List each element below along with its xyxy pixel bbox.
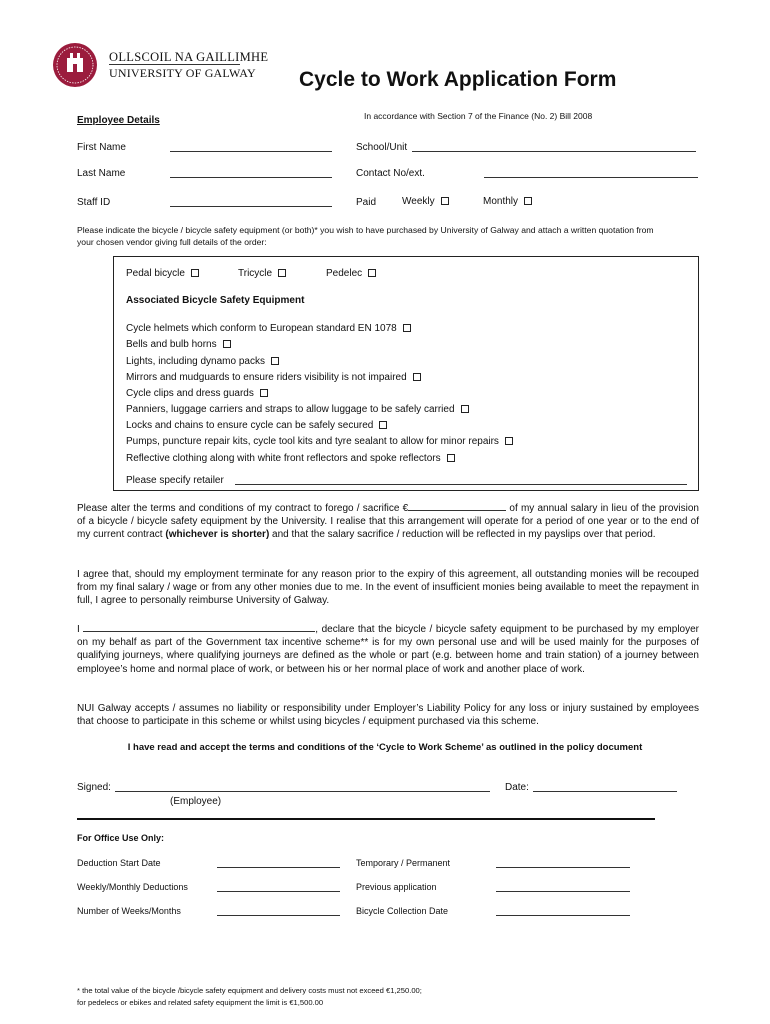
university-name-irish: OLLSCOIL NA GAILLIMHE	[109, 50, 269, 64]
office-right-label: Bicycle Collection Date	[356, 906, 449, 916]
instruction-text: Please indicate the bicycle / bicycle safety equipment (or both)* you wish to have purchased by University of Galway and attach a written quotation from your chosen vendor giving full details of the order:	[77, 225, 654, 247]
sacrifice-amount-field[interactable]	[408, 501, 506, 511]
office-right-label: Temporary / Permanent	[356, 858, 451, 868]
office-right-label: Previous application	[356, 882, 437, 892]
acceptance-statement: I have read and accept the terms and conditions of the ‘Cycle to Work Scheme’ as outlined in the policy document	[127, 742, 643, 753]
equipment-checkbox[interactable]	[379, 421, 387, 429]
footnote-limit: * the total value of the bicycle /bicycle safety equipment and delivery costs must not exceed €1,250.00;	[77, 986, 422, 995]
liability-paragraph: NUI Galway accepts / assumes no liability or responsibility under Employer’s Liability Policy for any loss or injury sustained by employees that choose to participate in this scheme or whilst using bicycles / equipment purchased via this scheme.	[77, 703, 699, 728]
school-unit-field[interactable]	[412, 151, 696, 152]
last-name-label: Last Name	[77, 168, 126, 179]
p1-bold: (whichever is shorter)	[165, 529, 270, 541]
declaration-paragraph	[77, 622, 699, 676]
equipment-item-label: Mirrors and mudguards to ensure riders visibility is not impaired	[126, 372, 407, 383]
equipment-item[interactable]	[126, 372, 421, 383]
form-title: Cycle to Work Application Form	[299, 68, 617, 91]
school-unit-label: School/Unit	[356, 142, 408, 153]
equipment-item[interactable]	[126, 339, 231, 350]
equipment-item[interactable]	[126, 388, 268, 399]
equipment-item-label: Cycle helmets which conform to European standard EN 1078	[126, 323, 397, 334]
previous-application-field[interactable]	[496, 891, 630, 892]
retailer-field[interactable]	[235, 484, 687, 485]
equipment-item-label: Locks and chains to ensure cycle can be safely secured	[126, 420, 374, 431]
equipment-checkbox[interactable]	[223, 340, 231, 348]
equipment-checkbox[interactable]	[403, 324, 411, 332]
last-name-field[interactable]	[170, 177, 332, 178]
salary-sacrifice-paragraph	[77, 501, 699, 542]
deductions-field[interactable]	[217, 891, 340, 892]
deduction-start-field[interactable]	[217, 867, 340, 868]
pedelec-checkbox[interactable]	[368, 269, 376, 277]
office-left-label: Number of Weeks/Months	[77, 906, 181, 916]
office-left-label: Deduction Start Date	[77, 858, 161, 868]
equipment-checkbox[interactable]	[505, 437, 513, 445]
equipment-checkbox[interactable]	[271, 357, 279, 365]
bike-type-label: Pedal bicycle	[126, 268, 185, 279]
p1-start: Please alter the terms and conditions of my contract to forego / sacrifice €	[77, 503, 409, 514]
monthly-checkbox[interactable]	[524, 197, 532, 205]
footnote-pedelec-limit: for pedelecs or ebikes and related safety equipment the limit is €1,500.00	[77, 998, 324, 1007]
bike-type-tricycle[interactable]	[238, 268, 286, 279]
collection-date-field[interactable]	[496, 915, 630, 916]
university-logo	[48, 42, 102, 88]
equipment-checkbox[interactable]	[461, 405, 469, 413]
equipment-checkbox[interactable]	[447, 454, 455, 462]
p1-end: and that the salary sacrifice / reduction will be reflected in my payslips over that period.	[269, 529, 656, 541]
crest-icon	[48, 42, 102, 88]
first-name-field[interactable]	[170, 151, 332, 152]
equipment-item[interactable]	[126, 404, 469, 415]
equipment-item[interactable]	[126, 436, 513, 447]
equipment-item-label: Reflective clothing along with white front reflectors and spoke reflectors	[126, 453, 441, 464]
equipment-item-label: Lights, including dynamo packs	[126, 356, 265, 367]
paid-label: Paid	[356, 197, 377, 208]
equipment-title: Associated Bicycle Safety Equipment	[126, 295, 305, 306]
contact-label: Contact No/ext.	[356, 168, 425, 179]
university-name-english: UNIVERSITY OF GALWAY	[109, 66, 256, 80]
equipment-item[interactable]	[126, 453, 455, 464]
p3-rest: , declare that the bicycle / bicycle safety equipment to be purchased by my employer on my behalf as part of the Government tax incentive scheme** is for my own personal use and will be used mainly for the purposes of qualifying journeys, where qualifying journeys are defined as the whole or part (e.g. between home and train station) of a journey between employee’s home and normal place of work, or between his or her normal place of work and another place of work.	[77, 624, 700, 675]
retailer-label: Please specify retailer	[126, 475, 224, 486]
bike-type-pedelec[interactable]	[326, 268, 376, 279]
employee-details-title: Employee Details	[77, 115, 160, 126]
monthly-label: Monthly	[483, 196, 519, 207]
date-label: Date:	[505, 782, 529, 793]
tricycle-checkbox[interactable]	[278, 269, 286, 277]
p1-middle: of my annual salary in lieu of the provision of a bicycle / bicycle safety equipment by the University. I realise that this arrangement will operate for a period of one year or to the end of my current contract	[77, 503, 699, 541]
p3-start: I	[77, 624, 84, 635]
weekly-option[interactable]	[402, 196, 449, 207]
signature-date-field[interactable]	[533, 791, 677, 792]
equipment-checkbox[interactable]	[260, 389, 268, 397]
weekly-label: Weekly	[402, 196, 435, 207]
equipment-item[interactable]	[126, 420, 387, 431]
pedal-bicycle-checkbox[interactable]	[191, 269, 199, 277]
termination-paragraph: I agree that, should my employment terminate for any reason prior to the expiry of this agreement, all outstanding monies will be recouped from my final salary / wage or from any other monies due to me. In the event of insufficient monies being available to meet the repayment in full, I agree to personally reimburse University of Galway.	[77, 569, 699, 607]
contact-field[interactable]	[484, 177, 698, 178]
bike-type-pedal[interactable]	[126, 268, 199, 279]
equipment-checkbox[interactable]	[413, 373, 421, 381]
signed-label: Signed:	[77, 782, 111, 793]
section-divider	[77, 818, 655, 820]
employee-caption: (Employee)	[170, 796, 222, 807]
equipment-item-label: Panniers, luggage carriers and straps to allow luggage to be safely carried	[126, 404, 455, 415]
temporary-permanent-field[interactable]	[496, 867, 630, 868]
first-name-label: First Name	[77, 142, 126, 153]
number-of-weeks-field[interactable]	[217, 915, 340, 916]
bike-type-label: Tricycle	[238, 268, 273, 279]
staff-id-field[interactable]	[170, 206, 332, 207]
office-use-title: For Office Use Only:	[77, 833, 165, 843]
office-left-label: Weekly/Monthly Deductions	[77, 882, 188, 892]
equipment-item[interactable]	[126, 323, 411, 334]
bike-type-label: Pedelec	[326, 268, 363, 279]
equipment-item-label: Cycle clips and dress guards	[126, 388, 254, 399]
employee-name-field[interactable]	[83, 622, 315, 632]
logo-divider	[109, 64, 240, 65]
weekly-checkbox[interactable]	[441, 197, 449, 205]
finance-act-note: In accordance with Section 7 of the Finance (No. 2) Bill 2008	[364, 111, 593, 121]
equipment-item-label: Bells and bulb horns	[126, 339, 217, 350]
signature-field[interactable]	[115, 791, 490, 792]
monthly-option[interactable]	[483, 196, 532, 207]
staff-id-label: Staff ID	[77, 197, 111, 208]
equipment-item-label: Pumps, puncture repair kits, cycle tool kits and tyre sealant to allow for minor repairs	[126, 436, 499, 447]
equipment-item[interactable]	[126, 356, 279, 367]
